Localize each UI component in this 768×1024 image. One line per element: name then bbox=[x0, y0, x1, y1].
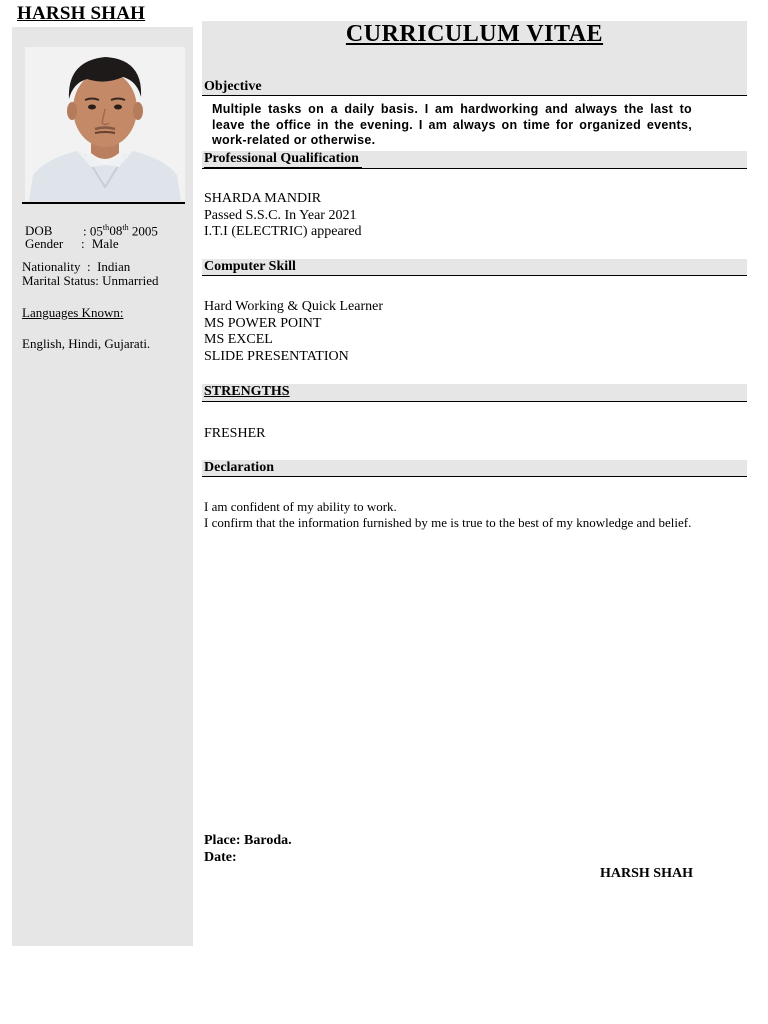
section-computer-skill bbox=[202, 259, 747, 276]
photo-underline bbox=[22, 202, 185, 204]
languages-value: English, Hindi, Gujarati. bbox=[22, 336, 151, 351]
dob-day-suffix: th bbox=[102, 223, 110, 232]
marital-status-row: Marital Status: Unmarried bbox=[22, 273, 159, 288]
person-portrait-icon bbox=[25, 47, 185, 201]
skill-item: MS POWER POINT bbox=[204, 315, 322, 331]
strengths-heading: STRENGTHS bbox=[204, 384, 290, 399]
dob-month: 08 bbox=[109, 223, 123, 239]
dob-month-suffix: th bbox=[122, 223, 129, 232]
qualification-heading: Professional Qualification bbox=[204, 151, 362, 168]
declaration-text bbox=[204, 499, 749, 530]
computer-skill-list bbox=[204, 299, 383, 365]
objective-text: Multiple tasks on a daily basis. I am hardworking and always the last to leave the office in the evening. I am always on time for organized events, work-related or otherwise. bbox=[212, 102, 692, 147]
qualification-item: I.T.I (ELECTRIC) appeared bbox=[204, 224, 362, 240]
computer-skill-heading: Computer Skill bbox=[204, 259, 299, 276]
skill-item: MS EXCEL bbox=[204, 332, 273, 348]
date-line: Date: bbox=[204, 850, 237, 865]
skill-item: Hard Working & Quick Learner bbox=[204, 299, 383, 314]
gender-row bbox=[25, 236, 190, 252]
nationality-row: Nationality : Indian bbox=[22, 259, 131, 274]
qualification-item: SHARDA MANDIR bbox=[204, 191, 322, 206]
declaration-line: I confirm that the information furnished by me is true to the best of my knowledge and belief. bbox=[204, 514, 692, 530]
objective-heading: Objective bbox=[204, 79, 265, 96]
gender-value: Male bbox=[91, 236, 119, 251]
strength-item: FRESHER bbox=[204, 426, 266, 441]
gender-separator: : bbox=[81, 236, 85, 251]
gender-label: Gender bbox=[25, 236, 64, 251]
dob-year: 2005 bbox=[131, 223, 158, 239]
profile-photo bbox=[25, 47, 185, 201]
dob-separator: : bbox=[83, 223, 87, 239]
place-line: Place: Baroda. bbox=[204, 833, 292, 848]
section-qualification bbox=[202, 151, 747, 169]
section-strengths bbox=[202, 384, 747, 402]
dob-label: DOB bbox=[25, 223, 53, 239]
declaration-line: I am confident of my ability to work. bbox=[204, 499, 397, 514]
section-objective bbox=[202, 79, 747, 96]
declaration-heading: Declaration bbox=[204, 460, 274, 475]
qualification-list bbox=[204, 191, 362, 241]
cv-title: CURRICULUM VITAE bbox=[345, 21, 604, 47]
header-name: HARSH SHAH bbox=[17, 3, 146, 24]
languages-heading: Languages Known: bbox=[22, 305, 124, 320]
signature-name: HARSH SHAH bbox=[600, 866, 693, 881]
section-declaration bbox=[202, 460, 747, 477]
qualification-item: Passed S.S.C. In Year 2021 bbox=[204, 207, 357, 223]
skill-item: SLIDE PRESENTATION bbox=[204, 348, 349, 364]
dob-day: 05 bbox=[89, 223, 103, 239]
